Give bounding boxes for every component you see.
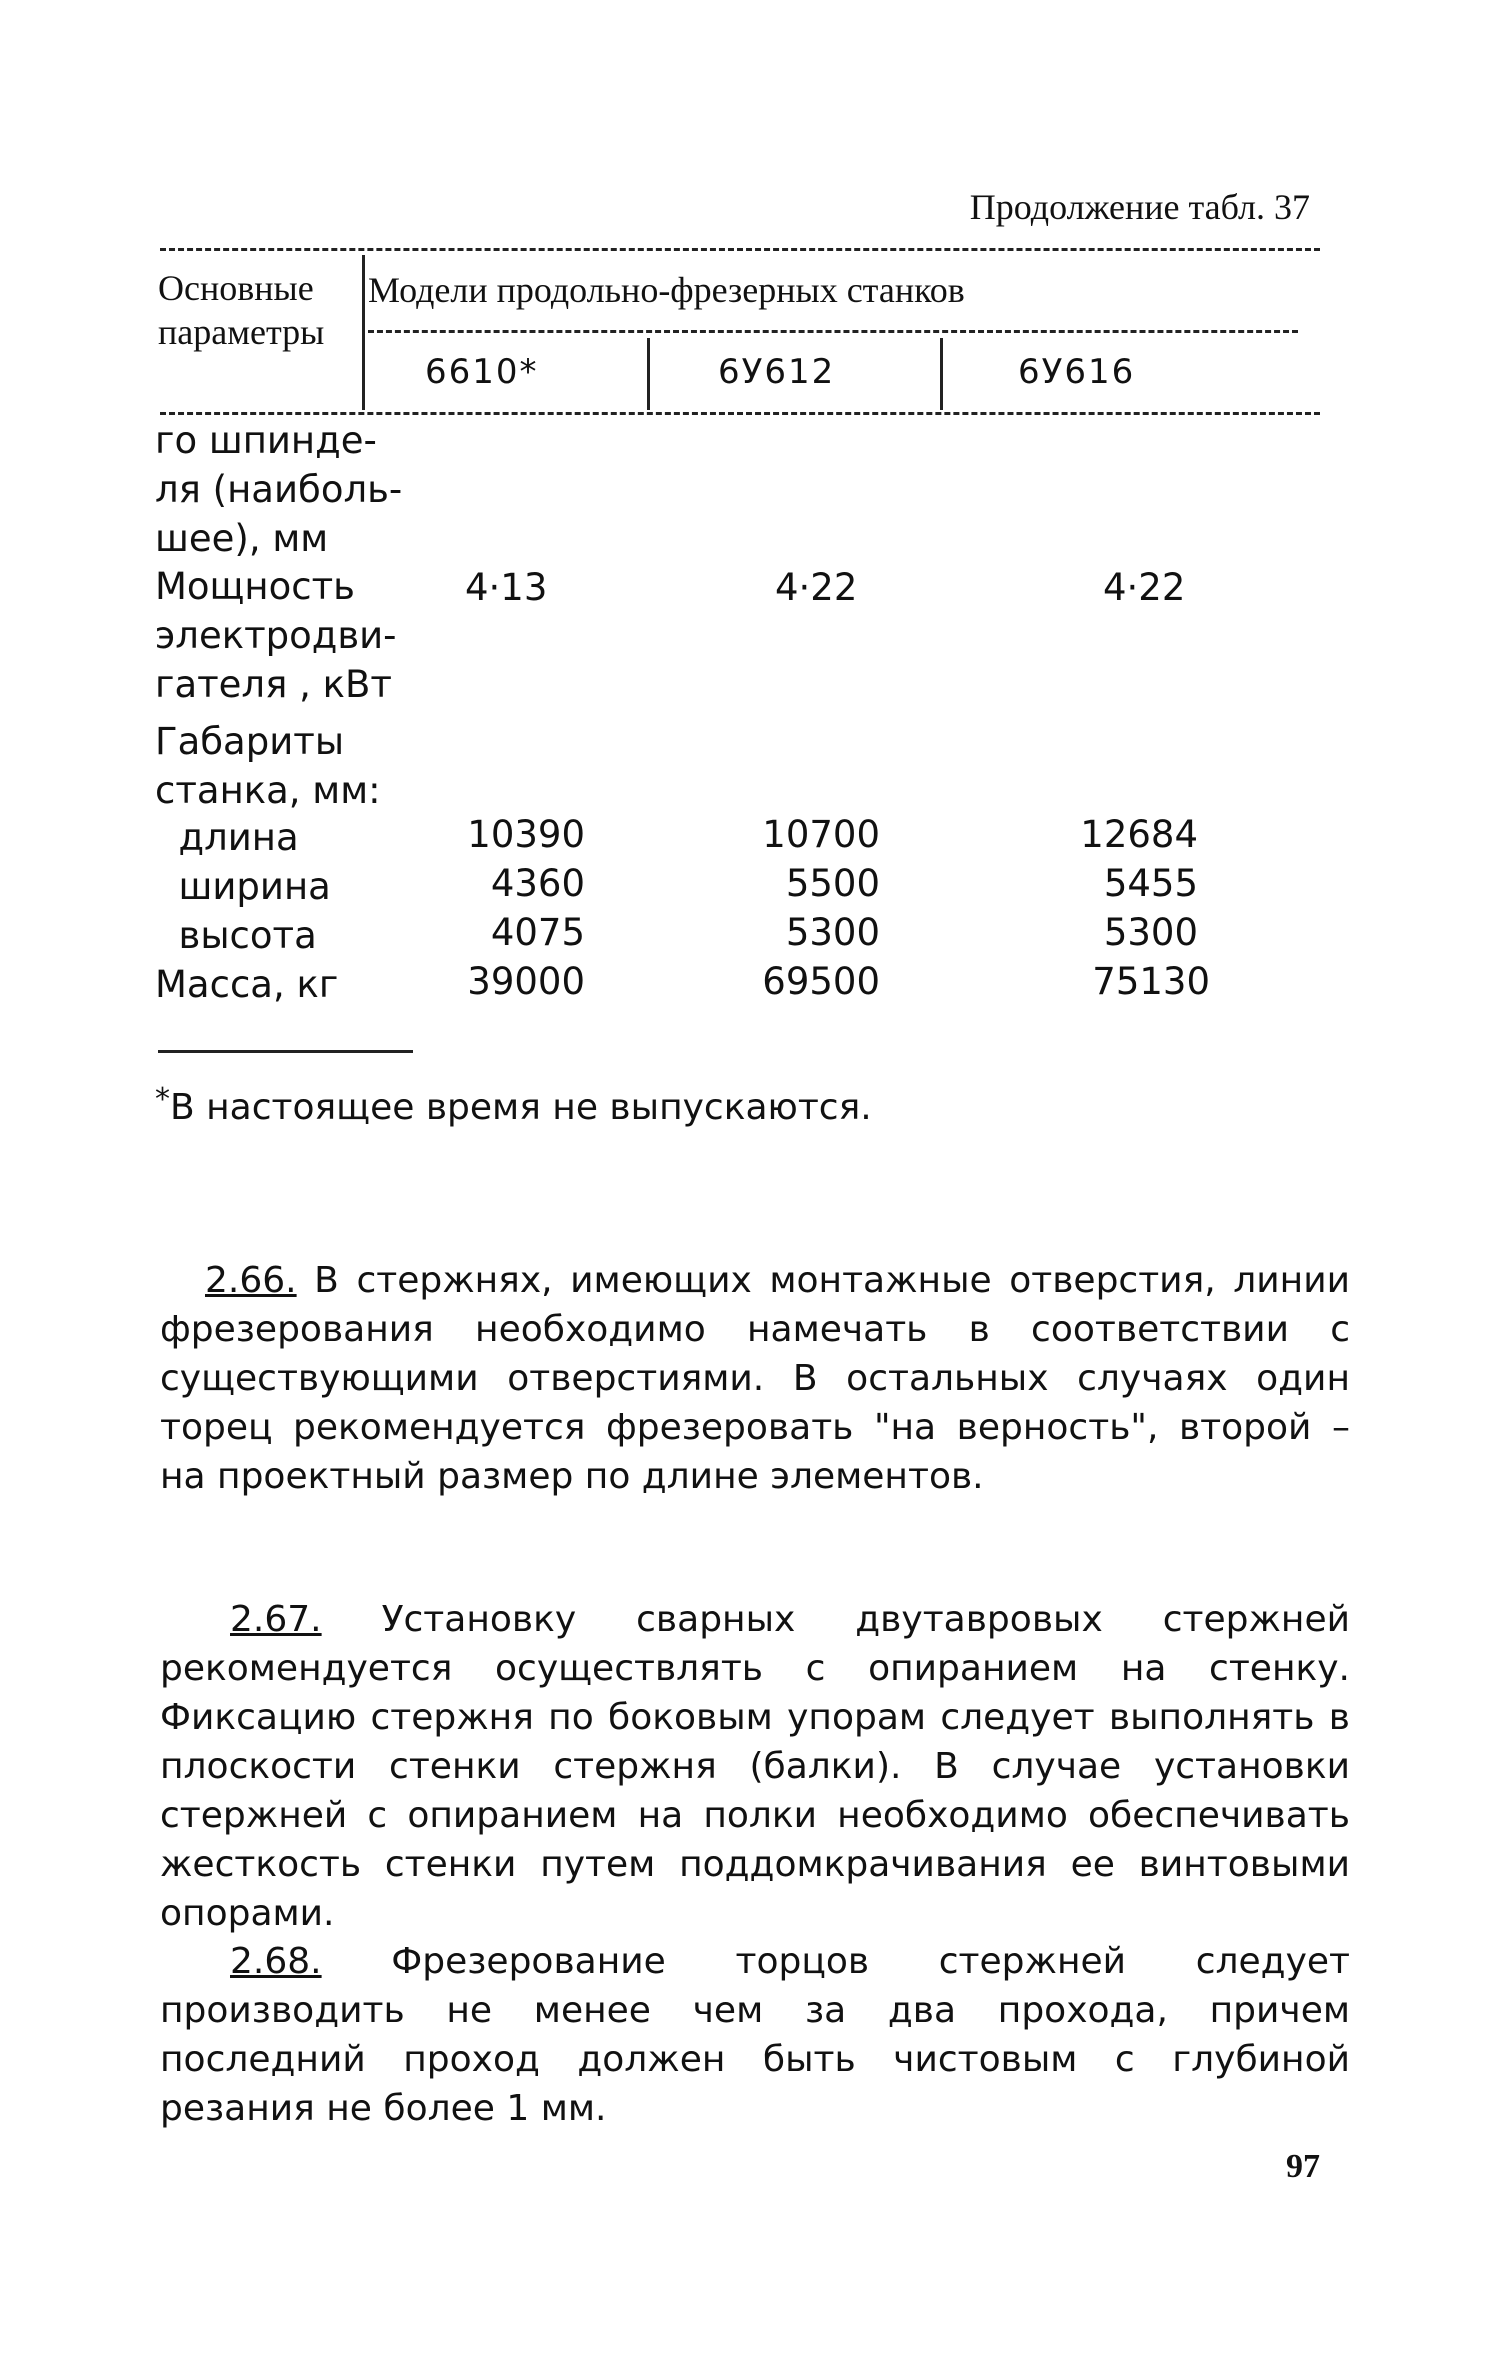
cell-width-6610: 4360 <box>490 862 585 905</box>
cell-width-6u616: 5455 <box>1103 862 1198 905</box>
cell-height-6u612: 5300 <box>785 911 880 954</box>
table-header-bottom-rule <box>160 412 1320 415</box>
table-caption: Продолжение табл. 37 <box>969 187 1310 227</box>
model-header-6u616: 6У616 <box>1018 352 1136 392</box>
page-number: 97 <box>1286 2148 1320 2185</box>
paragraph-text: Установку сварных двутавровых стержней рекомендуется осуществлять с опиранием на стенку. Фиксацию стержня по боковым упорам следует выполнять в плоскости стенки стержня (балки). В случае установки стержней с опиранием на полки необходимо обеспечивать жесткость стенки путем поддомкрачивания ее винтовыми опорами. <box>160 1599 1350 1934</box>
footnote-text: В настоящее время не выпускаются. <box>170 1087 872 1128</box>
paragraph-number: 2.66. <box>205 1260 297 1301</box>
footnote-mark: * <box>155 1082 170 1117</box>
footnote <box>155 1082 872 1128</box>
cell-mass-6610: 39000 <box>467 960 585 1003</box>
row-label-dimensions: Габариты станка, мм: <box>155 720 381 812</box>
model-header-6610: 6610* <box>425 352 539 392</box>
cell-length-6u612: 10700 <box>762 813 880 856</box>
cell-power-6u612: 4·22 <box>775 566 858 609</box>
table-model-divider-1 <box>647 338 650 410</box>
row-label-width: ширина <box>155 865 331 908</box>
cell-width-6u612: 5500 <box>785 862 880 905</box>
cell-length-6u616: 12684 <box>1080 813 1198 856</box>
row-label-height: высота <box>155 914 317 957</box>
paragraph-text: Фрезерование торцов стержней следует производить не менее чем за два прохода, причем последний проход должен быть чистовым с глубиной резания не более 1 мм. <box>160 1941 1350 2129</box>
paragraph-number: 2.68. <box>230 1941 322 1982</box>
table-header-inner-rule <box>368 330 1298 333</box>
model-header-6u612: 6У612 <box>718 352 836 392</box>
table-model-divider-2 <box>940 338 943 410</box>
cell-height-6u616: 5300 <box>1103 911 1198 954</box>
param-column-header: Основные параметры <box>158 268 325 352</box>
paragraph-text: В стержнях, имеющих монтажные отверстия, линии фрезерования необходимо намечать в соответствии с существующими отверстиями. В остальных случаях один торец рекомендуется фрезеровать "на верность", второй – на проектный размер по длине элементов. <box>160 1260 1350 1497</box>
table-top-rule <box>160 248 1320 251</box>
paragraph-2-66 <box>160 1256 1350 1501</box>
row-label-length: длина <box>155 816 299 859</box>
cell-mass-6u616: 75130 <box>1092 960 1210 1003</box>
paragraph-2-68 <box>160 1937 1350 2133</box>
row-label-power: Мощность электродви- гателя , кВт <box>155 565 397 706</box>
row-label-mass: Масса, кг <box>155 963 339 1006</box>
cell-height-6610: 4075 <box>490 911 585 954</box>
table-col-divider <box>362 255 365 410</box>
paragraph-2-67 <box>160 1595 1350 1938</box>
cell-power-6610: 4·13 <box>465 566 548 609</box>
cell-mass-6u612: 69500 <box>762 960 880 1003</box>
paragraph-number: 2.67. <box>230 1599 322 1640</box>
footnote-rule <box>158 1050 413 1053</box>
cell-power-6u616: 4·22 <box>1103 566 1186 609</box>
models-group-header: Модели продольно-фрезерных станков <box>368 270 965 310</box>
row-label-spindle: го шпинде- ля (наиболь- шее), мм <box>155 419 403 560</box>
cell-length-6610: 10390 <box>467 813 585 856</box>
